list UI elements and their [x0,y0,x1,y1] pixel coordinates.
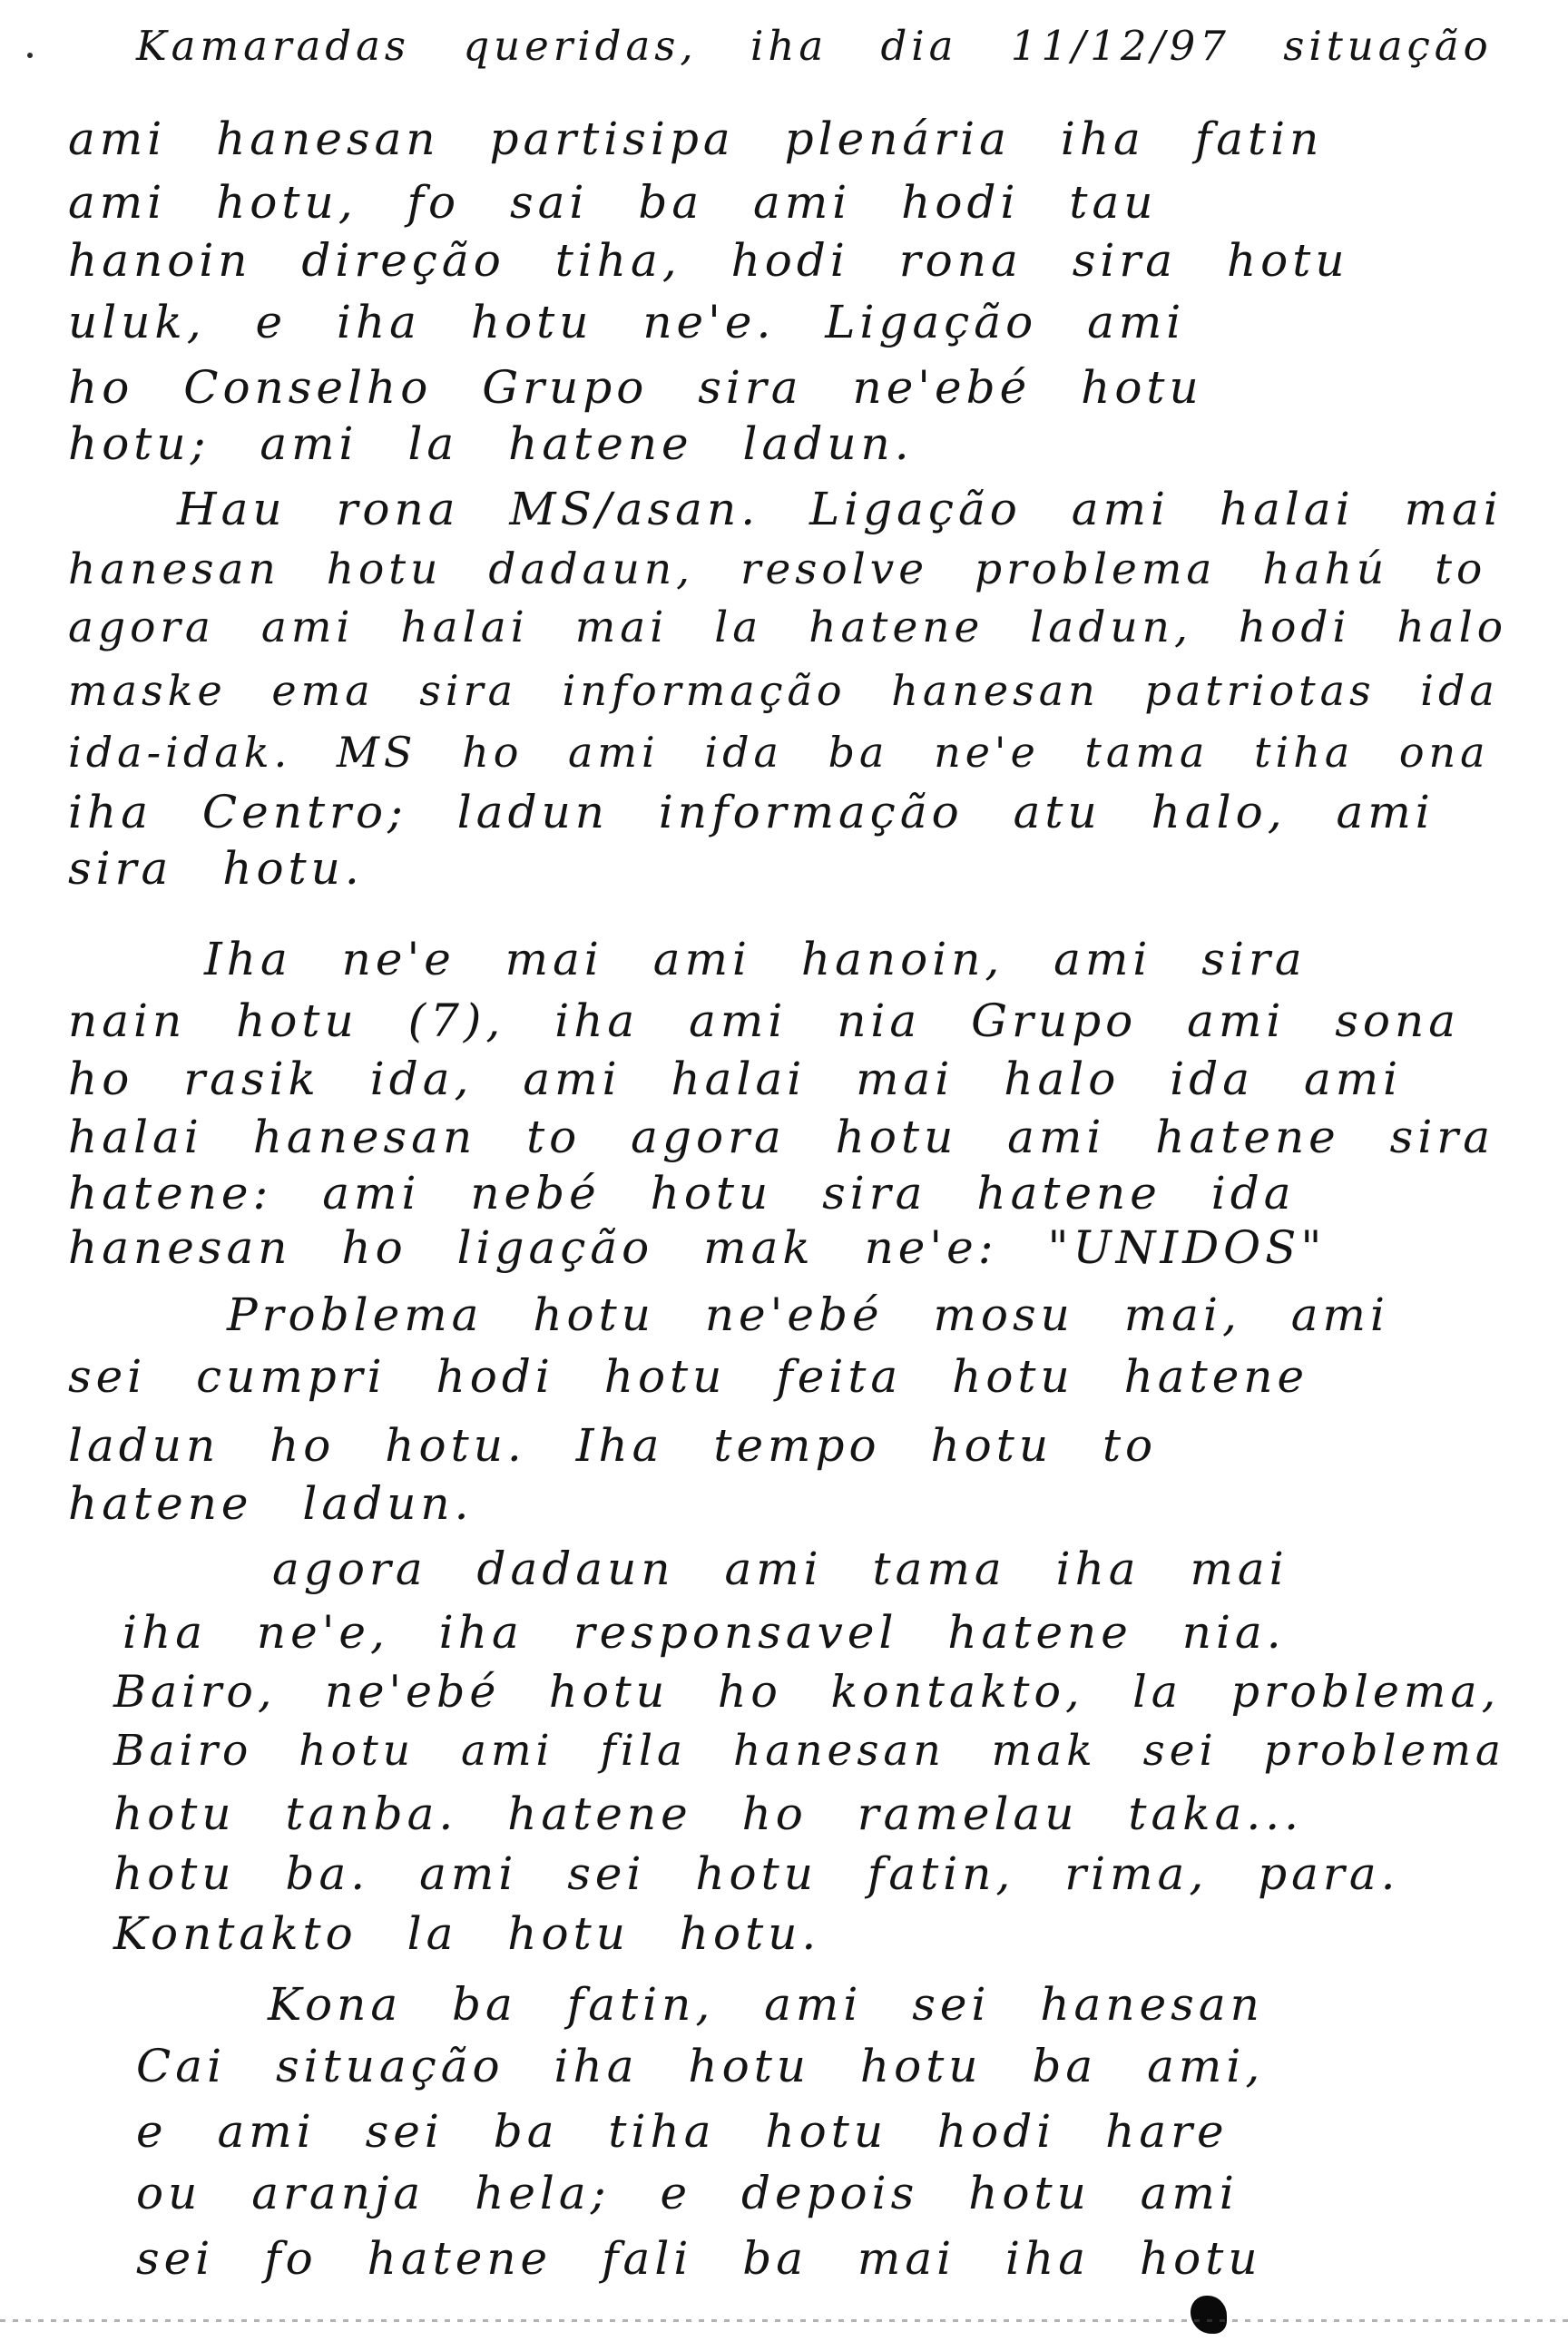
letter-line-32: Kona ba fatin, ami sei hanesan [268,1978,1264,2031]
scan-edge-artifact [0,2319,1568,2322]
letter-line-2: ami hanesan partisipa plenária iha fatin [68,113,1324,165]
letter-line-27: Bairo, ne'ebé hotu ho kontakto, la problema, [113,1666,1501,1718]
letter-line-31: Kontakto la hotu hotu. [113,1907,821,1960]
letter-line-12: ida-idak. MS ho ami ida ba ne'e tama tiha ona [68,728,1490,777]
letter-line-1: Kamaradas queridas, iha dia 11/12/97 situação [136,22,1493,70]
letter-line-34: e ami sei ba tiha hotu hodi hare [136,2105,1229,2158]
letter-line-19: hatene: ami nebé hotu sira hatene ida [68,1167,1296,1219]
letter-line-7: hotu; ami la hatene ladun. [68,417,914,470]
letter-line-33: Cai situação iha hotu hotu ba ami, [136,2040,1265,2092]
letter-line-22: sei cumpri hodi hotu feita hotu hatene [68,1350,1309,1403]
letter-line-18: halai hanesan to agora hotu ami hatene sira [68,1111,1495,1163]
letter-line-6: ho Conselho Grupo sira ne'ebé hotu [68,361,1203,414]
margin-dot [27,53,33,58]
letter-line-29: hotu tanba. hatene ho ramelau taka... [113,1788,1304,1840]
letter-line-20: hanesan ho ligação mak ne'e: "UNIDOS" [68,1221,1327,1274]
letter-line-23: ladun ho hotu. Iha tempo hotu to [68,1419,1158,1472]
letter-line-13: iha Centro; ladun informação atu halo, ami [68,786,1435,838]
letter-line-35: ou aranja hela; e depois hotu ami [136,2167,1239,2219]
letter-line-15: Iha ne'e mai ami hanoin, ami sira [204,933,1307,985]
ink-blot [1191,2296,1227,2334]
letter-line-4: hanoin direção tiha, hodi rona sira hotu [68,234,1349,287]
letter-line-11: maske ema sira informação hanesan patriotas ida [68,666,1499,715]
letter-line-25: agora dadaun ami tama iha mai [272,1543,1289,1595]
letter-line-24: hatene ladun. [68,1477,474,1530]
letter-line-36: sei fo hatene fali ba mai iha hotu [136,2232,1262,2285]
letter-line-8: Hau rona MS/asan. Ligação ami halai mai [177,483,1503,535]
letter-line-16: nain hotu (7), iha ami nia Grupo ami sona [68,994,1461,1047]
letter-line-14: sira hotu. [68,842,364,895]
letter-line-3: ami hotu, fo sai ba ami hodi tau [68,176,1158,229]
letter-line-28: Bairo hotu ami fila hanesan mak sei problema [113,1726,1505,1776]
letter-line-9: hanesan hotu dadaun, resolve problema hahú to [68,544,1487,594]
letter-line-10: agora ami halai mai la hatene ladun, hodi halo [68,602,1508,652]
letter-line-21: Problema hotu ne'ebé mosu mai, ami [227,1288,1389,1341]
letter-line-26: iha ne'e, iha responsavel hatene nia. [122,1606,1286,1659]
letter-line-17: ho rasik ida, ami halai mai halo ida ami [68,1053,1403,1105]
letter-line-30: hotu ba. ami sei hotu fatin, rima, para. [113,1847,1400,1900]
letter-line-5: uluk, e iha hotu ne'e. Ligação ami [68,296,1186,348]
